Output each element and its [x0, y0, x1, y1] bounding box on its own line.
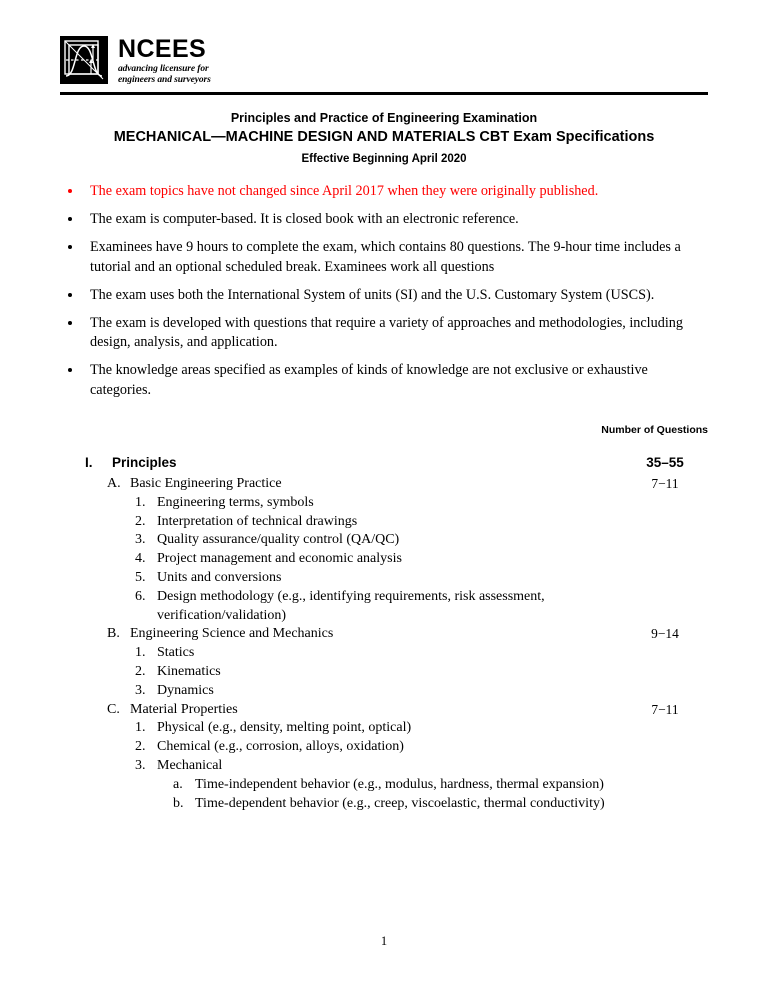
outline-label: Interpretation of technical drawings [157, 513, 358, 529]
outline-marker: 1. [135, 720, 146, 736]
ncees-logo [60, 36, 708, 85]
outline-marker: 6. [135, 588, 146, 604]
question-count: 9−14 [651, 626, 679, 642]
outline-row [60, 453, 708, 473]
effective-date: Effective Beginning April 2020 [301, 153, 467, 165]
list-item [60, 182, 708, 202]
outline-marker: C. [107, 701, 120, 717]
bullet-dot-icon [68, 245, 72, 249]
outline-label: Physical (e.g., density, melting point, optical) [157, 720, 412, 736]
question-count: 7−11 [651, 476, 679, 491]
question-count: 7−11 [651, 701, 679, 717]
outline-label: Engineering Science and Mechanics [130, 626, 334, 642]
outline-row [60, 644, 708, 663]
outline-row [60, 531, 708, 550]
outline-label: Engineering terms, symbols [157, 494, 314, 510]
outline-row [60, 663, 708, 682]
outline-row [60, 701, 708, 720]
outline-label: Principles [112, 455, 177, 470]
outline-marker: 3. [135, 757, 146, 773]
outline-marker: 2. [135, 513, 146, 529]
outline-marker: B. [107, 626, 120, 642]
outline-marker: 4. [135, 551, 146, 567]
list-item-text: The exam uses both the International System of units (SI) and the U.S. Customary System (USCS). [90, 286, 655, 303]
exam-notes-list [60, 182, 708, 409]
outline-label: Kinematics [157, 663, 221, 679]
outline-marker: 3. [135, 682, 146, 698]
outline-row [60, 513, 708, 532]
list-item-text: The exam is computer-based. It is closed book with an electronic reference. [90, 211, 519, 227]
outline-marker: 1. [135, 494, 146, 510]
outline-row [60, 795, 708, 814]
outline-row [60, 757, 708, 776]
outline-row [60, 569, 708, 588]
outline-row [60, 588, 708, 626]
page-number: 1 [380, 934, 388, 948]
list-item [60, 238, 708, 277]
exam-specifications-outline [60, 453, 708, 813]
question-count: 35–55 [646, 455, 684, 470]
list-item [60, 314, 708, 353]
outline-marker: b. [173, 795, 184, 811]
bullet-dot-icon [68, 293, 72, 297]
bullet-dot-icon [68, 368, 72, 372]
outline-label: Quality assurance/quality control (QA/QC) [157, 532, 400, 548]
outline-row [60, 719, 708, 738]
outline-label: Time-dependent behavior (e.g., creep, viscoelastic, thermal conductivity) [195, 795, 605, 811]
outline-label: Project management and economic analysis [157, 551, 402, 567]
outline-marker: I. [85, 455, 93, 470]
list-item [60, 361, 708, 400]
outline-marker: 1. [135, 645, 146, 661]
outline-row [60, 625, 708, 644]
list-item [60, 286, 708, 306]
brand-tagline [118, 64, 211, 85]
page-title: MECHANICAL—MACHINE DESIGN AND MATERIALS CBT Exam Specifications [113, 129, 655, 145]
bullet-dot-icon [68, 189, 72, 193]
brand-tagline-line-1: advancing licensure for [118, 64, 209, 74]
outline-row [60, 776, 708, 795]
exam-program-title: Principles and Practice of Engineering Examination [230, 111, 538, 125]
outline-row [60, 550, 708, 569]
outline-marker: a. [173, 776, 183, 792]
outline-marker: 2. [135, 739, 146, 755]
outline-label: Units and conversions [157, 569, 282, 585]
outline-row [60, 475, 708, 494]
outline-row [60, 738, 708, 757]
bullet-dot-icon [68, 217, 72, 221]
outline-label: Material Properties [130, 701, 238, 717]
document-header [60, 36, 708, 92]
outline-label: Statics [157, 645, 195, 661]
list-item-text: The exam topics have not changed since April 2017 when they were originally published. [90, 183, 599, 199]
outline-row [60, 494, 708, 513]
document-title-block [60, 110, 708, 168]
ncees-logo-icon [60, 36, 108, 84]
header-divider [60, 92, 708, 95]
outline-row [60, 682, 708, 701]
bullet-dot-icon [68, 321, 72, 325]
brand-name: NCEES [118, 35, 207, 63]
outline-label: Chemical (e.g., corrosion, alloys, oxidation) [157, 739, 404, 755]
ncees-wordmark [118, 36, 211, 85]
number-of-questions-header: Number of Questions [601, 424, 708, 436]
outline-label: Dynamics [157, 682, 214, 698]
list-item [60, 210, 708, 230]
outline-marker: 2. [135, 663, 146, 679]
outline-marker: 3. [135, 532, 146, 548]
outline-label: Design methodology (e.g., identifying requirements, risk assessment, verification/validation) [157, 588, 545, 623]
outline-marker: 5. [135, 569, 146, 585]
outline-label: Mechanical [157, 757, 223, 773]
brand-tagline-line-2: engineers and surveyors [118, 74, 211, 85]
outline-marker: A. [107, 476, 121, 491]
list-item-text: The exam is developed with questions that require a variety of approaches and methodologies, including design, analysis, and application. [90, 314, 683, 350]
list-item-text: The knowledge areas specified as examples of kinds of knowledge are not exclusive or exhaustive categories. [90, 362, 648, 398]
list-item-text: Examinees have 9 hours to complete the exam, which contains 80 questions. The 9-hour time includes a tutorial and an optional scheduled break. Examinees work all questions [90, 239, 681, 275]
outline-label: Basic Engineering Practice [130, 476, 282, 491]
outline-label: Time-independent behavior (e.g., modulus, hardness, thermal expansion) [195, 776, 604, 792]
